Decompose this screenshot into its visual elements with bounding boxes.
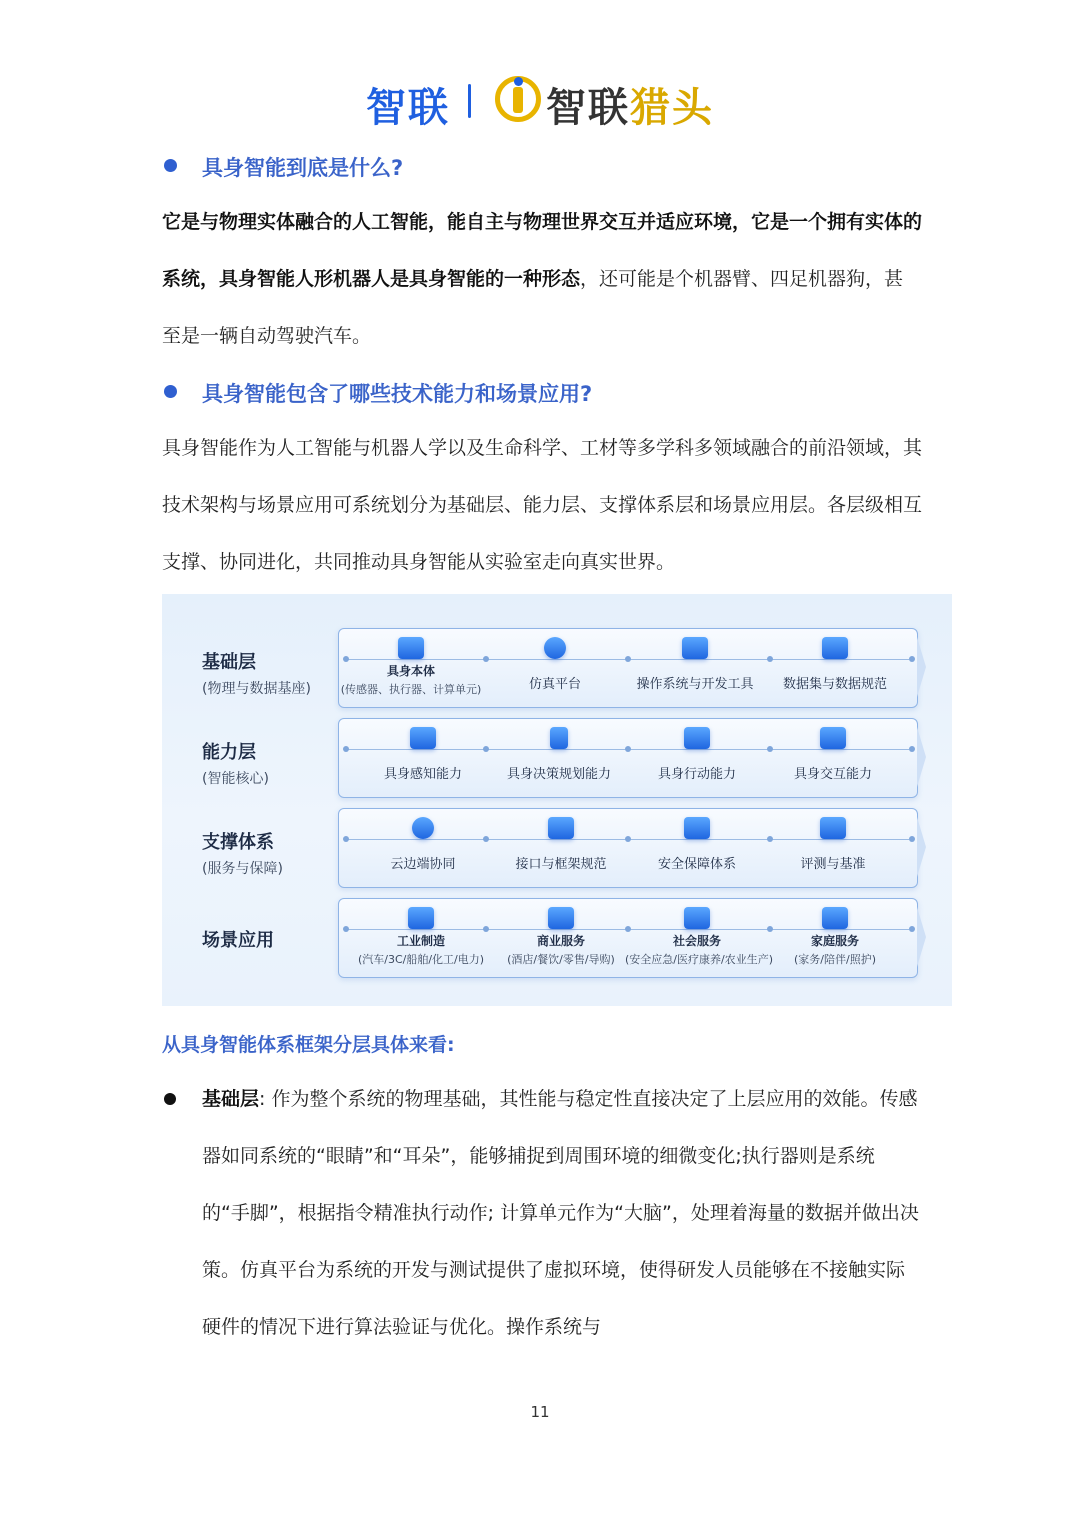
layer-item: 云边端协同 (351, 817, 495, 872)
bar-chart-icon (684, 817, 710, 839)
layer-band-foundation (338, 628, 918, 708)
bullet-bold-term: 基础层 (202, 1088, 260, 1110)
section-paragraph-definition (162, 194, 922, 365)
layer-item: 家庭服务 (家务/陪伴/照护) (763, 907, 907, 967)
factory-icon (408, 907, 434, 929)
medical-kit-icon (822, 907, 848, 929)
definition-bold-text: 它是与物理实体融合的人工智能，能自主与物理世界交互并适应环境，它是一个拥有实体的系统，具身智能人形机器人是具身智能的一种形态 (162, 211, 923, 290)
cloud-router-icon (412, 817, 434, 839)
zhilian-hunter-badge-icon (495, 76, 541, 122)
section-heading-capabilities: 具身智能包含了哪些技术能力和场景应用? (202, 382, 593, 406)
heading-bullet-icon (164, 385, 177, 398)
list-bullet-icon (164, 1093, 176, 1105)
screen-list-icon (684, 727, 710, 749)
page-number: 11 (530, 1403, 550, 1421)
zhilian-hunter-logo: 智联猎头 (546, 85, 714, 131)
monitor-icon (682, 637, 708, 659)
layer-item: 数据集与数据规范 (763, 637, 907, 692)
layer-band-scenarios (338, 898, 918, 978)
dashboard-monitor-icon (822, 637, 848, 659)
layer-item: 具身行动能力 (625, 727, 769, 782)
layer-label-capability: 能力层 (智能核心) (202, 742, 269, 787)
section-heading-what-is: 具身智能到底是什么? (202, 156, 404, 180)
hexagon-chip-icon (544, 637, 566, 659)
layer-item: 商业服务 (酒店/餐饮/零售/导购) (489, 907, 633, 967)
layer-item: 接口与框架规范 (489, 817, 633, 872)
clipboard-icon (550, 727, 568, 749)
layer-item: 具身本体 (传感器、执行器、计算单元) (339, 637, 483, 697)
chat-screen-icon (820, 727, 846, 749)
definition-rest-text: ，还可能是个机器臂、四足机器狗，甚至是一辆自动驾驶汽车。 (162, 268, 904, 347)
layer-label-scenarios: 场景应用 (202, 930, 274, 951)
section-paragraph-architecture: 具身智能作为人工智能与机器人学以及生命科学、工材等多学科多领域融合的前沿领域，其技术架构与场景应用可系统划分为基础层、能力层、支撑体系层和场景应用层。各层级相互支撑、协同进化，共同推动具身智能从实验室走向真实世界。 (162, 437, 923, 573)
architecture-diagram (162, 594, 952, 1006)
layer-item: 工业制造 (汽车/3C/船舶/化工/电力) (349, 907, 493, 967)
header-logos (0, 74, 1080, 130)
layer-label-support: 支撑体系 (服务与保障) (202, 832, 283, 877)
logo-divider (468, 84, 471, 118)
bullet-paragraph-foundation (202, 1071, 922, 1356)
zhilian-logo: 智联 (366, 85, 450, 131)
layer-item: 操作系统与开发工具 (623, 637, 767, 692)
heading-bullet-icon (164, 159, 177, 172)
layer-item: 具身决策规划能力 (487, 727, 631, 782)
layer-item: 安全保障体系 (625, 817, 769, 872)
layer-band-capability (338, 718, 918, 798)
cube-icon (684, 907, 710, 929)
bullet-body-text: : 作为整个系统的物理基础，其性能与稳定性直接决定了上层应用的效能。传感器如同系统的“眼睛”和“耳朵”，能够捕捉到周围环境的细微变化;执行器则是系统的“手脚”，根据指令精准执行动作; 计算单元作为“大脑”，处理着海量的数据并做出决策。仿真平台为系统的开发与测试提供了虚拟环境，使得研发人员能够在不接触实际硬件的情况下进行算法验证与优化。操作系统与 (202, 1088, 919, 1338)
robot-icon (548, 907, 574, 929)
layer-item: 具身交互能力 (761, 727, 905, 782)
layers-icon (548, 817, 574, 839)
layer-label-foundation: 基础层 (物理与数据基座) (202, 652, 311, 697)
layer-item: 具身感知能力 (351, 727, 495, 782)
layer-item: 社会服务 (安全应急/医疗康养/农业生产) (625, 907, 769, 967)
layer-item: 评测与基准 (761, 817, 905, 872)
layer-band-support (338, 808, 918, 888)
layer-item: 仿真平台 (483, 637, 627, 692)
lightning-screen-icon (410, 727, 436, 749)
book-icon (398, 637, 424, 659)
stack-icon (820, 817, 846, 839)
section-subheading-framework: 从具身智能体系框架分层具体来看: (162, 1034, 455, 1056)
